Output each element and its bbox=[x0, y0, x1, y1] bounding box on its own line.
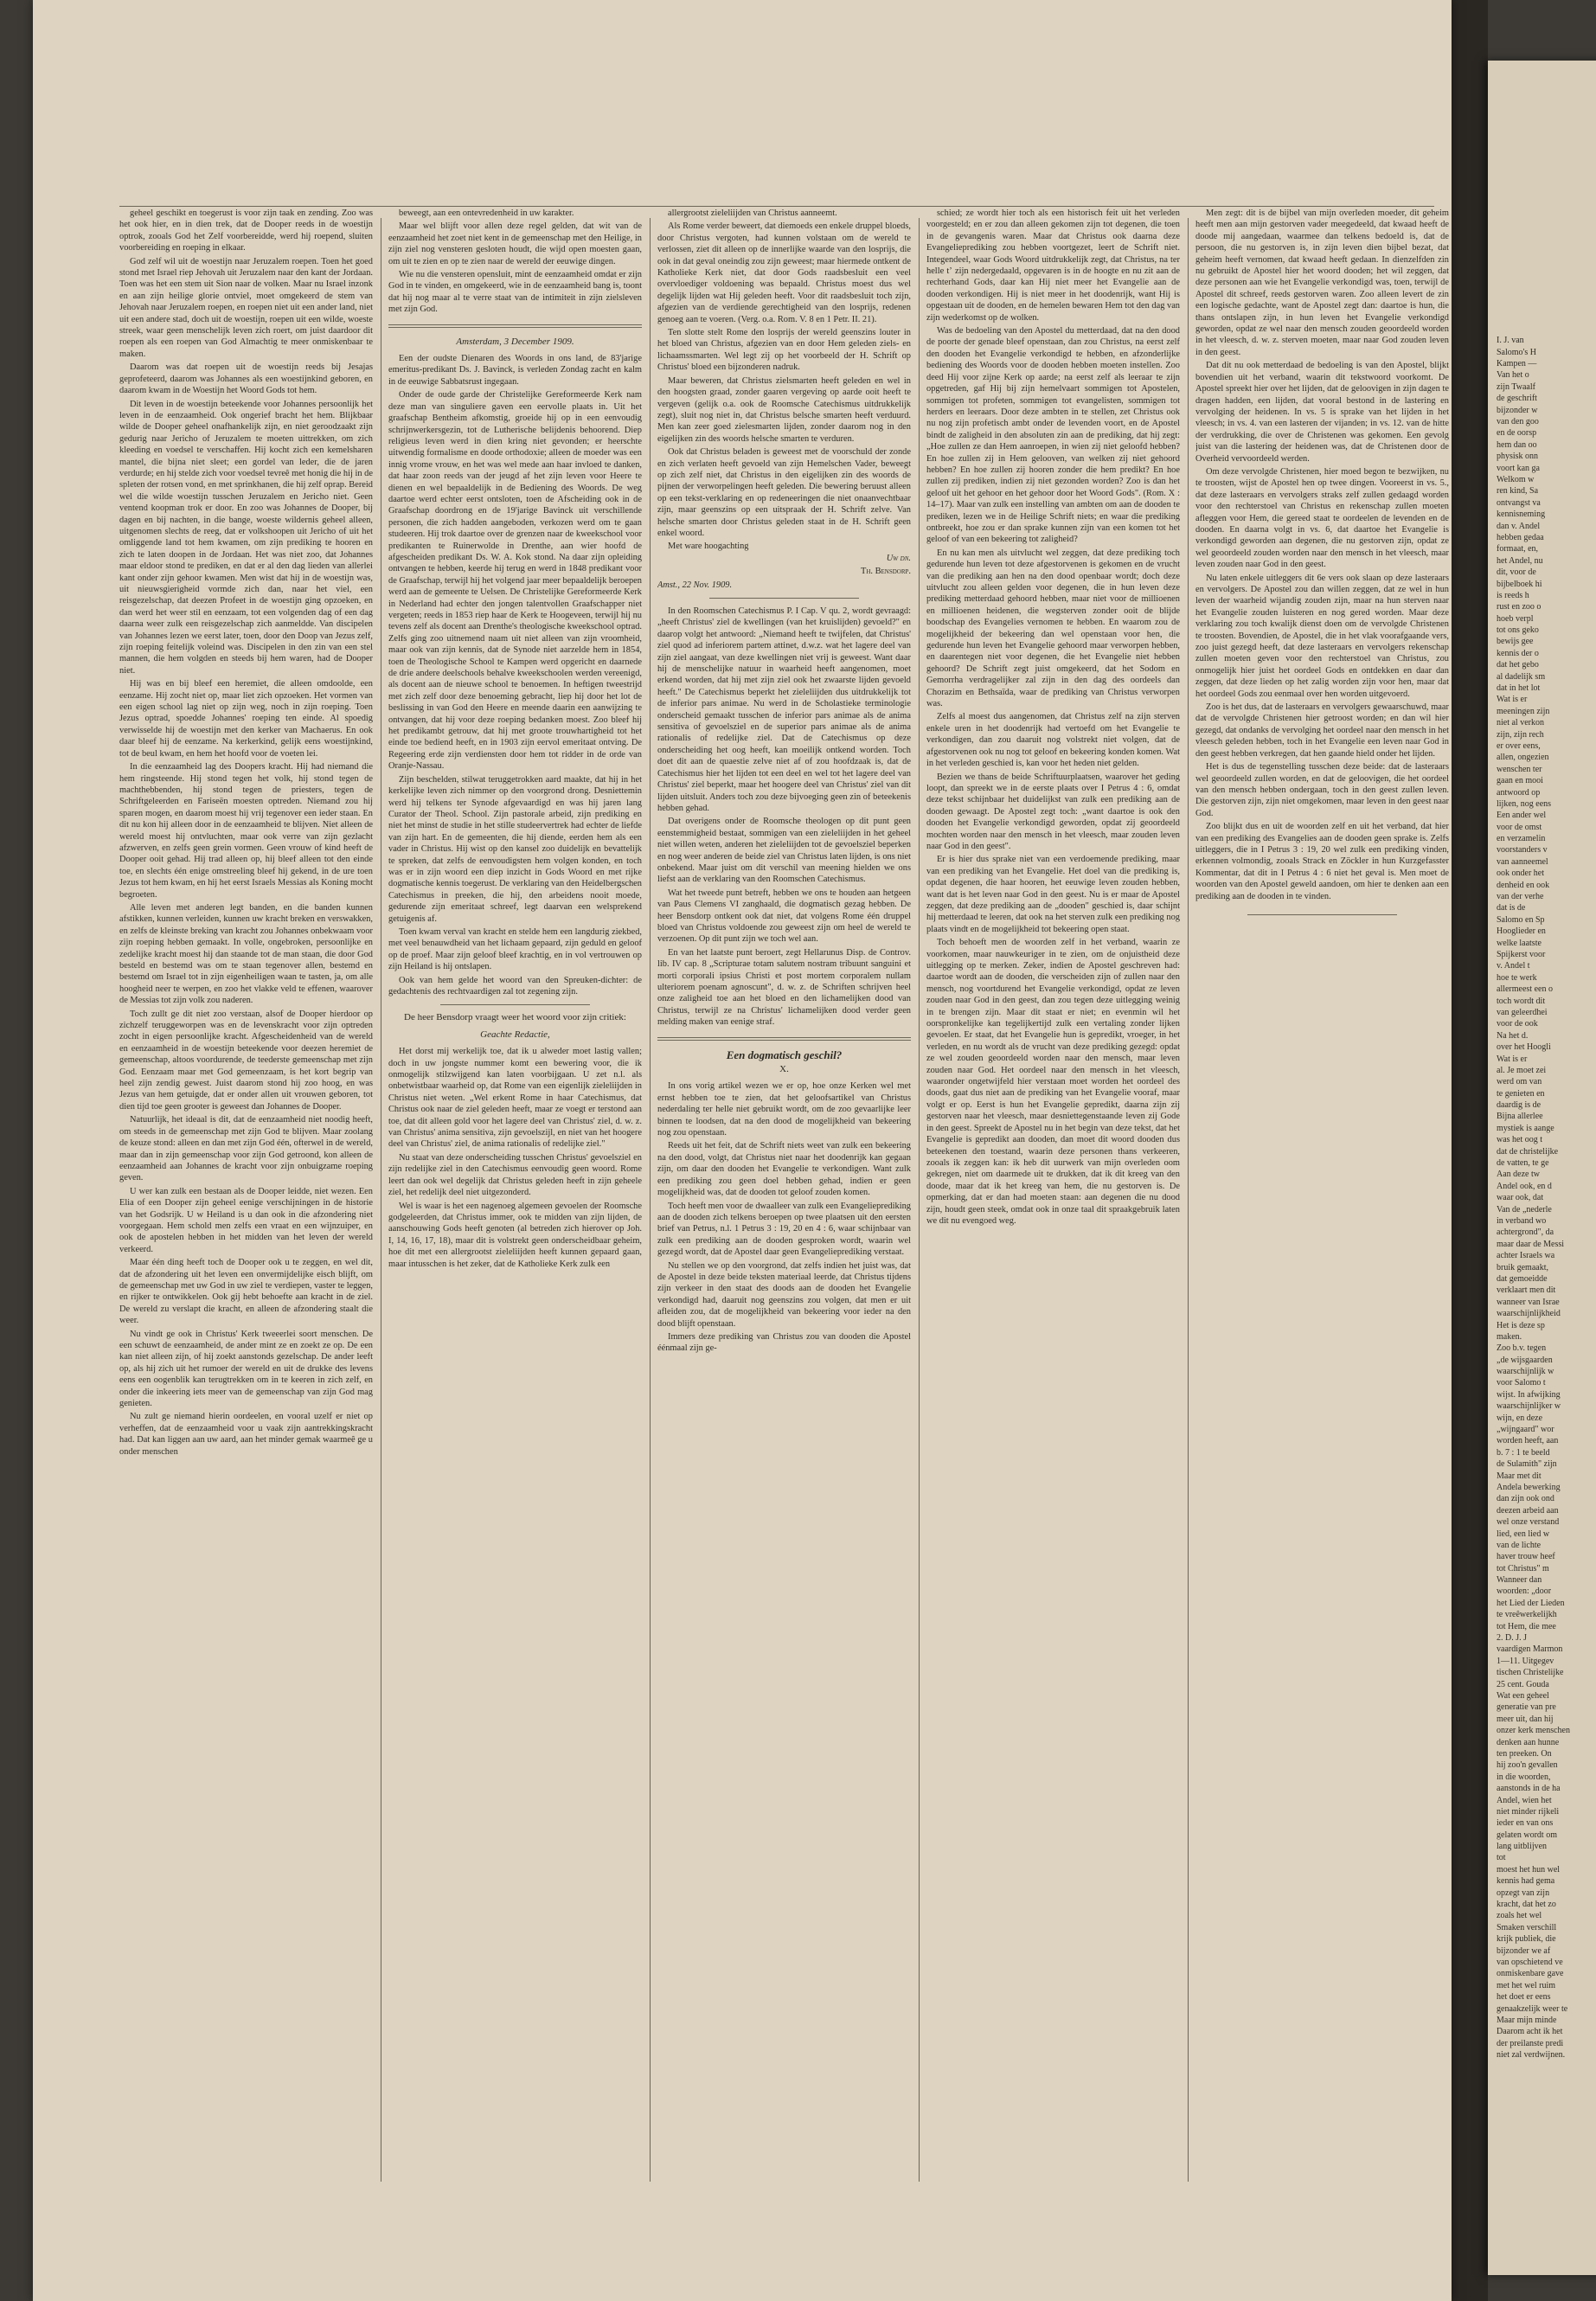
adjacent-text-line: niet al verkon bbox=[1497, 718, 1544, 728]
adjacent-text-line: physisk onn bbox=[1497, 452, 1539, 462]
paragraph: Met ware hoogachting bbox=[668, 542, 749, 552]
adjacent-text-line: deezen arbeid aan bbox=[1497, 1505, 1559, 1516]
adjacent-text-line: de Sulamith" zijn bbox=[1497, 1459, 1557, 1470]
adjacent-text-line: hoe te werk bbox=[1497, 972, 1537, 983]
adjacent-text-line: zijn, zijn rech bbox=[1497, 729, 1544, 740]
adjacent-text-line: wel onze verstand bbox=[1497, 1517, 1560, 1528]
paragraph: Men zegt: dit is de bijbel van mijn overleden moeder, dit geheim heeft men aan mijn gestorven vader meegedeeld, dat kwaad heeft de doode mij aangedaan, waarmee dan telkens bedoeld is, dat de persoon, die nu gestorven is, in zijn leven dien bijbel bezat, dat geheim heeft vernomen, dat kwaad heeft gedaan. In dienzelfden zin nu gebruikt de Apostel hier het woord dooden; het wil zeggen, dat deze personen aan wie het Evangelie verkondigd was, toen, terwijl de Apostel dit schreef, reeds gestorven waren. Zoo alleen levert de zin een logische gedachte, want de Apostel zegt dan: daartoe is hun, die thans ontslapen zijn, in hun leven het Evangelie verkondigd geworden, opdat ze wel naar den mensch zouden geoordeeld worden in het vleesch, d. w. z. sterven moeten, maar naar God zouden leven in den geest. bbox=[1195, 208, 1449, 357]
adjacent-text-line: Een ander wel bbox=[1497, 811, 1547, 821]
adjacent-text-line: 1—11. Uitgegev bbox=[1497, 1656, 1554, 1666]
adjacent-text-line: bijzonder w bbox=[1497, 405, 1538, 415]
paragraph: Toch zullt ge dit niet zoo verstaan, alsof de Dooper hierdoor op zichzelf teruggeworpen was en de levenskracht voor zijn optreden zocht in eigen persoonlijke kracht. Afgescheidenheid van de wereld en eenzaamheid in de woestijn beteekende voor deezen heremiet de gemeenschap, altoos voordurende, de teederste gemeenschap met zijn God. Eenzaam maar met God gemeenzaam, is het kort begrip van heel zijn zendig gewest. Juist daarom stond hij zoo hoog, en was Jezus van hem getuigde, dat er onder allen uit vrouwen geboren, tot dien tijd toe geen grooter is geweest dan Johannes de Dooper. bbox=[119, 1009, 373, 1112]
paragraph: Nu staat van deze onderscheiding tusschen Christus' gevoelsziel en zijn redelijke ziel in den Catechismus eenvoudig geen woord. Rome leert dan ook wel degelijk dat Christus geleden heeft in zijn geheele ziel, het redelijk deel niet uitgezonderd. bbox=[388, 1152, 642, 1198]
signature-greeting: Uw dn. bbox=[886, 553, 911, 563]
adjacent-text-line: vaardigen Marmon bbox=[1497, 1644, 1563, 1655]
adjacent-text-line: waar ook, dat bbox=[1497, 1193, 1544, 1203]
adjacent-text-line: het Lied der Lieden bbox=[1497, 1598, 1565, 1608]
adjacent-text-line: daardig is de bbox=[1497, 1100, 1542, 1111]
signature-place: Amst., 22 Nov. 1909. bbox=[657, 580, 733, 590]
adjacent-text-line: gelaten wordt om bbox=[1497, 1830, 1557, 1840]
paragraph: Natuurlijk, het ideaal is dit, dat de eenzaamheid niet noodig heeft, om steeds in de gemeenschap met zijn God te blijven. Maar zoolang de keuze stond: alleen en dan met zijn God één, ofterwel in de wereld, maar dan in zijn gemeenschap voor zijn God getroond, kon alleen de eenzaamheid aan Johannes de kracht voor zijn onbuigzame roeping geven. bbox=[119, 1115, 373, 1183]
adjacent-text-line: Andel ook, en d bbox=[1497, 1181, 1552, 1191]
adjacent-text-line: ook onder het bbox=[1497, 868, 1544, 879]
paragraph: Ten slotte stelt Rome den losprijs der wereld geenszins louter in het bloed van Christus, afgezien van en door Hem geleden ziels- en lichaamssmarten. Wel legt zij op het voorbeeld der H. Schrift op Christus' bloed een bijzonderen nadruk. bbox=[657, 328, 911, 373]
adjacent-text-line: is reeds h bbox=[1497, 590, 1529, 600]
adjacent-text-line: I. J. van bbox=[1497, 336, 1524, 346]
paragraph: Maar beweren, dat Christus zielsmarten heeft geleden en wel in den hoogsten graad, zonder gaaren vergeving op aarde ooit heeft te vergeven (gelijk o.a. ook de Roomsche Catechismus uitdrukkelijk zegt), sluit nog niet in, dat Christus belsche smarten heeft verduurd. Men kan zeer goed zielesmarten lijden, zonder daarom nog in den eigelijken zin des woords helsche smarten te verduren. bbox=[657, 375, 911, 444]
adjacent-text-line: maken. bbox=[1497, 1331, 1522, 1342]
paragraph: Nu zult ge niemand hierin oordeelen, en vooral uzelf er niet op verheffen, dat de eenzaamheid voor u vaak zijn aantrekkingskracht had. Dat kan liggen aan uw aard, aan het minder gemak waarmeê ge u onder menschen bbox=[119, 1412, 373, 1457]
adjacent-text-line: Maar met dit bbox=[1497, 1471, 1542, 1481]
adjacent-text-line: dat is de bbox=[1497, 903, 1526, 913]
adjacent-text-line bbox=[1497, 254, 1596, 266]
newspaper-page bbox=[33, 0, 1452, 2301]
adjacent-text-line: Andel, wien het bbox=[1497, 1795, 1552, 1805]
adjacent-text-line: moest het hun wel bbox=[1497, 1864, 1561, 1875]
adjacent-text-line: der preilanste predi bbox=[1497, 2038, 1564, 2048]
column-3 bbox=[657, 208, 911, 2189]
paragraph: Ook dat Christus beladen is geweest met de voorschuld der zonde en zich verlaten heeft gevoeld van zijn Hemelschen Vader, beweegt op zich zelf niet, dat Christus in den eigelijken zin des woords de pijnen der verworpelingen heeft geleden. Die bewering beruust alleen op een tekst-verklaring en op redeneeringen die niet onaanvechtbaar zijn, maar geenszins op een uitspraak der H. Schrift zelve. Van helsche smarten door Christus geleden staat in de H. Schrift geen enkel woord. bbox=[657, 447, 911, 538]
paragraph: Onder de oude garde der Christelijke Gereformeerde Kerk nam deze man van singuliere gaven een eervolle plaats in. Uit het graafschap Bentheim afkomstig, groeide hij op in een eenvoudig schrijnwerkersgezin, tot de Lutherische belijdenis behoorend. Diep religieus leven werd in dien kring niet gevonden; er heerschte uitwendig formalisme en doode orthodoxie; alleen de moeder was een innig vrome vrouw, en het was wel mede aan haar invloed te danken, dat haar zoon reeds van der jeugd af het zijn leven voor Heere te dienen en wel bepaaldelijk in de Bediening des Woords. De weg daartoe werd echter eerst ontsloten, toen de Afscheiding ook in de Graafschap doordrong en de 19'jarige Bavinck uit verschillende personen, die zich hadden aangeboden, verkozen werd om te gaan studeeren. Hij trok daartoe over de grenzen naar de kweekschool voor predikanten te Ruinerwolde in Drenthe, aan wier hoofd de afgescheiden predikant Ds. W. A. Kok stond. Na daar zijn opleiding ontvangen te hebben, keerde hij terug en werd in 1848 predikant voor de Graafschap, terwijl hij het volgend jaar meer bepaaldelijk beroepen werd aan de gemeente te Uelsen. De Christelijke Gereformeerde Kerk in Nederland had echter den jongen talentvollen Graafschapper niet vergeten; reeds in 1853 riep haar de Kerk te Hoogeveen, terwijl hij nu tevens zelf als docent aan Drenthe's theologische kweekschool optrad. Zelfs ging zoo uitnemend naam uit niet alleen van zijn vroomheid, maar ook van zijn kennis, dat de Synode niet aarzelde hem in 1854, toen de Theologische School te Kampen werd opgericht en daarnede de drie andere deelschools behalve kweekschoolen werden vereenigd, als docent aan de nieuwe school te benoemen. In heftigen tweestrijd met zich zelf door deze benoeming gebracht, liep hij door het lot de beslissing in van God den Heere en meende daarin een aanwijzing te ontvangen, dat hij voor deze roeping bedanken moest. Zoo bleef hij het predikambt getrouw, dat hij met groote trouwhartigheid tot het einde toe bediend heeft, en in 1903 zijn eervol emeritaat ontving. De Regeering erde zijn verdiensten door hem tot ridder in de orde van Oranje-Nassau. bbox=[388, 390, 642, 772]
adjacent-text-line: al dadelijk sm bbox=[1497, 671, 1546, 682]
adjacent-text-line bbox=[1497, 324, 1596, 335]
paragraph: allergrootst zieleliijden van Christus aanneemt. bbox=[668, 208, 837, 218]
adjacent-text-line: Maar mijn minde bbox=[1497, 2015, 1557, 2025]
dateline: Amsterdam, 3 December 1909. bbox=[456, 336, 574, 347]
adjacent-text-line: Aan deze tw bbox=[1497, 1170, 1540, 1180]
adjacent-text-line bbox=[1497, 242, 1596, 253]
adjacent-text-line: en verzamelin bbox=[1497, 834, 1546, 844]
adjacent-text-line: van aanneemel bbox=[1497, 856, 1548, 867]
adjacent-text-line: Salomo's H bbox=[1497, 347, 1536, 357]
adjacent-text-line: dit, voor de bbox=[1497, 567, 1536, 578]
adjacent-text-line: 25 cent. Gouda bbox=[1497, 1679, 1549, 1689]
paragraph: U wer kan zulk een bestaan als de Dooper leidde, niet wezen. Een Elia of een Dooper zijn geheel eenige verschijningen in de historie van het Godsrijk. U w Heiland is u dan ook in die afzondering niet voorgegaan. Hem schold men zelfs een vraat en een wijnzuiper, en ook de apostelen hebben in het midden van het leven der wereld verkeerd. bbox=[119, 1186, 373, 1254]
adjacent-text-line: waarschijnlijk w bbox=[1497, 1367, 1554, 1377]
adjacent-text-line: maar daar de Messi bbox=[1497, 1239, 1565, 1249]
adjacent-text-line: Van het o bbox=[1497, 370, 1529, 381]
column-rule bbox=[1188, 218, 1189, 2182]
adjacent-text-line: er over eens, bbox=[1497, 740, 1541, 751]
adjacent-text-line: kennisneming bbox=[1497, 510, 1546, 520]
adjacent-text-line: Van de „nederle bbox=[1497, 1204, 1552, 1215]
paragraph: Zoo blijkt dus en uit de woorden zelf en uit het verband, dat hier van een prediking des Evangelies aan de dooden geen sprake is. Zelfs uitleggers, die in I Petrus 3 : 19, 20 wel zulk een prediking vinden, erkennen volmondig, zooals Strack en Zöckler in hun Kurzgefasster Kommentar, dat dit in I Petrus 4 : 6 niet het geval is. Men moet de woorden van den Apostel geweld aandoen, om hier te denken aan een prediking aan de dooden in te vinden. bbox=[1195, 822, 1449, 901]
article-title: Een dogmatisch geschil? bbox=[726, 1048, 843, 1061]
adjacent-text-line: wijn, en deze bbox=[1497, 1413, 1543, 1423]
adjacent-text-line: al. Je moet zei bbox=[1497, 1065, 1547, 1075]
paragraph: In den Roomschen Catechismus P. I Cap. V qu. 2, wordt gevraagd: „heeft Christus' ziel de kwellingen (van het kruislijden) gevoeld?" en daarop volgt het antwoord: „Niemand heeft te twijfelen, dat Christus' ziel quod ad inferiorem partem attinet, d.w.z. wat het lagere deel van zijn ziel aangaat, van deze kwellingen niet vrij is geweest. Want daar hij de menschelijke natuur in waarheid heeft aangenomen, moet erkend worden, dat hij met zijn ziel ook het zwaarste lijden gevoeld heeft." De Catechismus beperkt het zieleliijden dus uitdrukkelijk tot de inferior pars animae. Nu werd in de Scholastieke terminologie onderscheid gemaakt tusschen de inferior pars animae als de anima sensitiva of gevoelsziel en de superior pars animae als de anima rationalis of redelijke ziel. Dat de Catechismus op deze onderscheiding het oog heeft, kan moeilijk ontkend worden. Toch doet dit aan de quaestie zelve niet af of zou hoofdzaak is, dat de Catechismus hier het lijden tot een deel en wel tot het lagere deel van Christus' ziel beperkt, maar het hoogere deel van Christus' ziel van dit lijden uitsluit. Anders toch zou deze bijvoeging geen zin of beteekenis hebben gehad. bbox=[657, 606, 911, 813]
adjacent-text-line: haver trouw heef bbox=[1497, 1552, 1555, 1562]
paragraph: In die eenzaamheid lag des Doopers kracht. Hij had niemand die hem ringsteende. Hij stond tegen het volk, hij stond tegen de machthebbenden, hij stond tegen de priesters, tegen de Schriftgeleerden en Fariseën moesten optreden. Niemand zou hij sparen mogen, en daarom moest hij vrij tegenover een ieder staan. En dit nu kon hij alleen door in de eenzaamheid te blijven. Niet alleen de wereld moest hij ontvluchten, maar ook verre van zijn gezlacht afzwerven, en zelfs geen grein vormen. Geen vrouw of kind heeft de Dooper ooit gehad. Hij trad alleen op, hij bleef alleen tot den einde toe, en slechts één enige omstreeling bleef hij gekend, in de ure toen Jezus tot hem kwam, en hij het eerst Israels Messias als Koning mocht begroeten. bbox=[119, 762, 373, 900]
column-4 bbox=[926, 208, 1180, 2189]
column-rule bbox=[650, 218, 651, 2182]
paragraph: God zelf wil uit de woestijn naar Jeruzalem roepen. Toen het goed stond met Israel riep Jehovah uit Jeruzalem naar den kant der Jordaan. Toen was het een stem uit Sion naar de volken. Maar nu Israel inzonk en aan zijn heilige glorie ontviel, moet omgekeerd de stem van Jehovah naar Jeruzalem roepen, en roepen niet uit een ander land, niet uit een andere stad, doch uit de woestijn, roepen uit een wilde, woeste streek, waar geen menschelijk leven zich roert, om juist daardoor dit roepen als een roepen van God Almachtig te meer onmiskenbaar te maken. bbox=[119, 256, 373, 359]
adjacent-text-line: niet zal verdwijnen. bbox=[1497, 2050, 1566, 2061]
paragraph: Dit leven in de woestijn beteekende voor Johannes persoonlijk het leven in de eenzaamheid. Ook ongerief bracht het hem. Blijkbaar wilde de Dooper geheel onafhankelijk zijn, en niet geroodzaakt zijn gedurig naar Jericho of Jeruzalem te moeten uittrekken, om zich kleeding en voedsel te verschaffen. Hij kocht zich een kemelsharen mantel, die bijna niet sleet; een gordel van leder, die de jaren verdurde; en hij stelde zich voor voedsel tevreê met honig die hij in de spleten der rotsen vond, en met sprinkhanen, die hij zelf oprap. Bereid wel die wilde woestijn tusschen Jeruzalem en Jericho niet. Geen ventend koopman trok er door. En zoo was Johannes de Dooper, bij dagen en bij nachten, in die bange, woeste wildernis geheel alleen, uitgenomen slechts de reeg, dat er volkshoopen uit Jericho of uit het omliggende land tot hem kwamen, om zijn prediking te hooren en zich te laten doopen in de Jordaan. Het was niet zoo, dat Johannes maar eldoor stond te prediken, en dat er al den dag lieden van allerlei kant onder zijn gehoor kwamen. Men wist dat hij in de woestijn was, uit nieuwsgierigheid vormde zich dan, naar het viel, een reisgezelschap, dat deezen Profeet in de woestijn ging opzoeken, en dan werd het weer stil en eenzaam, tot een volgenden dag of een dag daarna weer zulk een reisgezelschap zich aanmeldde. Van discipelen van Johannes lezen we eerst later, toen, door den Doop van Jezus zelf, zijn roeping feitelijk voleind was. Discipelen in den zin van een stel mannen, die hem volgden en steeds bij hem waren, had de Dooper niet. bbox=[119, 399, 373, 676]
adjacent-text-line: tot ons geko bbox=[1497, 625, 1539, 636]
adjacent-text-line: aanstonds in de ha bbox=[1497, 1784, 1561, 1794]
paragraph: En nu kan men als uitvlucht wel zeggen, dat deze prediking toch gedurende hun leven tot deze afgestorvenen is gekomen en de vrucht van die prediking aan hen na den dood openbaar wordt; doch deze uitvlucht zou alleen gelden voor degenen, die in hun leven deze prediking metterdaad gehoord hebben, maar niet voor de millioenen en millioenen heidenen, die wegsterven zonder ooit de blijde boodschap des Evangelies vernomen te hebben. En waarom zou de mogelijkheid der bekeering dan wel openstaan voor hen, die gedurende hun leven het Evangelie gehoord maar verworpen hebben, en daarentegen niet voor degenen, die het Evangelie niet hebben gehoord? De Schrift zegt juist omgekeerd, dat het Sodom en Gemorrha verdragelijker zal zijn in den dag des oordeels dan Chorazim en Bethsaïda, waar de prediking van Christus verworpen was. bbox=[926, 548, 1180, 709]
adjacent-text-line: v. Andel t bbox=[1497, 961, 1530, 971]
adjacent-text-line: dat in het lot bbox=[1497, 683, 1541, 694]
adjacent-text-line: worden heeft, aan bbox=[1497, 1436, 1559, 1446]
paragraph: Dat dit nu ook metterdaad de bedoeling is van den Apostel, blijkt bovendien uit het verband, waarin dit tekstwoord voorkomt. De Apostel spreekt hier over het lijden, dat de geloovigen in zijn dagen te dragen hadden, een lijden, dat vooral bestond in de lastering en vervolging der heidenen. In vs. 5 is sprake van het lijden in het vleesch; in vs. 4. van een lasteren der vijanden; in vs. 12. van de hitte der verdrukking, die over de Christenen was gekomen. Een gevolg juist van die lastering der heidenen was, dat de Christenen door de Overheid vervoordeeld werden. bbox=[1195, 361, 1449, 464]
adjacent-text-line: zoals het wel bbox=[1497, 1911, 1542, 1921]
article-number: X. bbox=[779, 1064, 789, 1075]
adjacent-text-line: van de lichte bbox=[1497, 1540, 1542, 1550]
adjacent-text-line: werd om van bbox=[1497, 1077, 1542, 1087]
adjacent-text-line: waarschijnlijkheid bbox=[1497, 1309, 1561, 1319]
adjacent-text-line: dan zijn ook ond bbox=[1497, 1494, 1554, 1504]
adjacent-text-line: tischen Christelijke bbox=[1497, 1668, 1564, 1678]
paragraph: Dat overigens onder de Roomsche theologen op dit punt geen eenstemmigheid bestaat, sommigen van een zieleliijden in het geheel niet willen weten, anderen het zieleliijden tot de gevoelsziel beperken en nog weer anderen de beide ziel van Christus laten lijden, is ons niet onbekend. Maar juist om dit verschil van meening hielden we ons liefst aan de verklaring van den Roomschen Catechismus. bbox=[657, 817, 911, 885]
adjacent-text-line: was het oog t bbox=[1497, 1135, 1543, 1145]
adjacent-text-line: allen, ongezien bbox=[1497, 753, 1549, 763]
paragraph: Nu stellen we op den voorgrond, dat zelfs indien het juist was, dat de Apostel in deze beide teksten materiaal leerde, dat Christus tijdens zijn verkeer in den staat des doods aan de dooden het Evangelie verkondigd had, daaruit nog geenszins zou volgen, dat men er uit afleiden zou, dat de mogelijkheid van bekeering voor ieder na den dood blijft openstaan. bbox=[657, 1260, 911, 1329]
adjacent-text-line: tot bbox=[1497, 1853, 1506, 1863]
adjacent-text-line: Welkom w bbox=[1497, 474, 1535, 484]
paragraph: Wel is waar is het een nagenoeg algemeen gevoelen der Roomsche godgeleerden, dat Christus immer, ook te midden van zijn lijden, de aanschouwing Gods heeft genoten (al betreden zich hierover op Joh. I, 14, 16, 17, 18), maar dit is volstrekt geen onderscheidbaar geheim, hoe dit met een allergrootst zieleliijden heeft kunnen gepaard gaan, maar intusschen is het zeker, dat de Katholieke Kerk zulk een bbox=[388, 1201, 642, 1269]
adjacent-text-line: Daarom acht ik het bbox=[1497, 2027, 1563, 2037]
adjacent-text-line: dat gemoeidde bbox=[1497, 1273, 1548, 1284]
paragraph: Er is hier dus sprake niet van een verdoemende prediking, maar van een prediking van het Evangelie. Het doel van die prediking is, opdat degenen, die haar hooren, het eeuwige leven zouden hebben, want dat is het leven naar God in den geest. Nu is er maar de Apostel zeggen, dat deze prediking aan de „dooden" geschied is, daar schijnt hij metterdaad te leeren, dat ook na het sterven zulk een prediking nog plaats vindt en de mogelijkheid tot bekeering open staat. bbox=[926, 855, 1180, 934]
adjacent-text-line bbox=[1497, 300, 1596, 311]
adjacent-text-line: kracht, dat het zo bbox=[1497, 1900, 1556, 1910]
section-divider bbox=[388, 324, 642, 328]
adjacent-text-line: krijk publiek, die bbox=[1497, 1934, 1556, 1945]
section-divider bbox=[657, 1037, 911, 1041]
adjacent-text-line: allermeest een o bbox=[1497, 984, 1553, 995]
adjacent-text-line: lied, een lied w bbox=[1497, 1529, 1550, 1539]
adjacent-text-line: voor de omst bbox=[1497, 822, 1542, 832]
adjacent-page-column bbox=[1497, 208, 1596, 2197]
adjacent-text-line: en de oorsp bbox=[1497, 428, 1537, 439]
paragraph: Daarom was dat roepen uit de woestijn reeds bij Jesajas geprofeteerd, daarom was Johannes als een woestijnkind geboren, en daarom kwam in de Woestijn het Woord Gods tot hem. bbox=[119, 362, 373, 396]
adjacent-text-line: generatie van pre bbox=[1497, 1702, 1556, 1713]
paragraph: Wie nu die vensteren opensluit, mint de eenzaamheid omdat er zijn God in te vinden, en omgekeerd, wie in de eenzaamheid bang is, toont dat hij nog maar al te verre staat van de intimiteit in zijn zielsleven met zijn God. bbox=[388, 270, 642, 315]
adjacent-text-line: in verband wo bbox=[1497, 1215, 1547, 1226]
paragraph: Hij was en bij bleef een heremiet, die alleen omdoolde, een eenzame. Hij zocht niet op, maar liet zich opzoeken. Het vormen van een eigen school lag niet op zijn weg, noch in zijn roeping. Toen Jezus optrad, spoedde Johannes' roeping ten einde. Al spoedig verwisselde hij de woestijn met den kerker van Machaerus. En ook daar bleef hij de eenzame. Na kerkerkind, gelijk eens woestijnkind, tot de beul kwam, en hem het hoofd voor de voeten lei. bbox=[119, 679, 373, 759]
adjacent-text-line: van opschietend ve bbox=[1497, 1957, 1563, 1967]
paragraph: In ons vorig artikel wezen we er op, hoe onze Kerken wel met ernst hebben toe te zien, dat het geloofsartikel van Christus nederdaling ter helle niet gebruikt wordt, om de zoo gevaarlijke leer binnen te loodsen, dat na den dood de mogelijkheid van bekeering nog zou openstaan. bbox=[657, 1081, 911, 1138]
paragraph: Toen kwam verval van kracht en stelde hem een langdurig ziekbed, met veel benauwdheid van het lichaam gepaard, zijn geduld en geloof op de proef. Maar zijn geloof bleef krachtig, en in vol vertrouwen op zijn Heiland is hij ontslapen. bbox=[388, 926, 642, 972]
adjacent-text-line: mystiek is aange bbox=[1497, 1123, 1554, 1133]
adjacent-text-line: meer uit, dan hij bbox=[1497, 1714, 1554, 1724]
adjacent-text-line: de geschrift bbox=[1497, 394, 1537, 404]
adjacent-text-line bbox=[1497, 277, 1596, 288]
paragraph: Het is dus de tegenstelling tusschen deze beide: dat de lasteraars wel geoordeeld zullen worden, en dat de geloovigen, die het oordeel van den mensch hebben ondergaan, toch in den geest zullen leven. Die gestorven zijn, zijn niet omgekomen, maar leven in den geest naar God. bbox=[1195, 762, 1449, 818]
adjacent-text-line: kennis der o bbox=[1497, 648, 1539, 658]
adjacent-text-line: lang uitblijven bbox=[1497, 1842, 1548, 1852]
adjacent-text-line: ren kind, Sa bbox=[1497, 486, 1539, 497]
column-2 bbox=[388, 208, 642, 2189]
adjacent-text-line: ontvangst va bbox=[1497, 497, 1541, 508]
adjacent-text-line: voor de ook bbox=[1497, 1019, 1538, 1029]
adjacent-text-line: achter Israels wa bbox=[1497, 1251, 1555, 1261]
adjacent-text-line: voor Salomo t bbox=[1497, 1378, 1546, 1388]
paragraph: geheel geschikt en toegerust is voor zijn taak en zending. Zoo was het ook hier, en in dien trek, dat de Dooper reeds in de woestijn optrok, zooals God het Zelf voorbereidde, werd hij roepend, sluiten voorbereiding en roeping in elkaar. bbox=[119, 208, 373, 253]
adjacent-text-line: Wanneer dan bbox=[1497, 1575, 1542, 1586]
adjacent-text-line: van der verhe bbox=[1497, 892, 1544, 902]
adjacent-text-line: „wijngaard" wor bbox=[1497, 1425, 1554, 1435]
adjacent-text-line: toch wordt dit bbox=[1497, 996, 1546, 1006]
binding-gap bbox=[1452, 0, 1488, 2301]
adjacent-text-line: genaakzelijk weer te bbox=[1497, 2003, 1568, 2014]
end-ornament bbox=[1247, 914, 1397, 915]
adjacent-text-line: Spijkerst voor bbox=[1497, 950, 1546, 959]
paragraph: Nu vindt ge ook in Christus' Kerk tweeerlei soort menschen. De een schuwt de eenzaamheid, de ander mint ze en zoekt ze op. De een kan niet alleen zijn, of hij zoekt aanstonds gezelschap. De ander leeft op, als hij zich uit het rumoer der wereld en uit de drukke des levens eens een oogenblik kan terugtrekken om in te keeren in zich zelf, en onder die inkeering iets meer van de gemeenschap van zijn God mag genieten. bbox=[119, 1329, 373, 1409]
adjacent-text-line bbox=[1497, 289, 1596, 300]
adjacent-text-line: hij zoo'n gevallen bbox=[1497, 1760, 1558, 1771]
adjacent-text-line bbox=[1497, 231, 1596, 242]
paragraph: Maar wel blijft voor allen deze regel gelden, dat wit van de eenzaamheid het zoet niet kent in de gemeenschap met den Heilige, in zijn ziel nog vensteren gesloten houdt, die wijd open moesten gaan, om uit te zien en op te zien naar de wereld der eeuwige dingen. bbox=[388, 221, 642, 266]
paragraph: Reeds uit het feit, dat de Schrift niets weet van zulk een bekeering na den dood, volgt, dat Christus niet naar het doodenrijk kan gegaan zijn, om daar den dooden het Evangelie te verkondigen. Want zulk een prediking zou geen doel hebben gehad, indien er geen mogelijkheid was, dat de dooden tot geloof zouden komen. bbox=[657, 1141, 911, 1198]
adjacent-text-line: dat het gebo bbox=[1497, 660, 1539, 670]
adjacent-text-line: van den goo bbox=[1497, 417, 1539, 427]
adjacent-text-line: bewijs gee bbox=[1497, 637, 1534, 647]
adjacent-text-line: „de wijsgaarden bbox=[1497, 1355, 1553, 1365]
adjacent-text-line: hebben gedaa bbox=[1497, 532, 1544, 542]
adjacent-text-line: denken aan hunne bbox=[1497, 1737, 1560, 1747]
top-rule bbox=[119, 206, 1434, 207]
adjacent-text-line: Salomo en Sp bbox=[1497, 914, 1545, 925]
paragraph: Om deze vervolgde Christenen, hier moed begon te bezwijken, nu te troosten, wijst de Apostel hen op twee dingen. Vooreerst in vs. 5., dat deze lasteraars en vervolgers straks zelf zullen gedaagd worden voor den rechterstoel van Christus en rekenschap zullen moeten afleggen voor Hem, die gereed staat te oordeelen de levenden en de dooden. En daarna volgt in vs. 6, dat daartoe het Evangelie is verkondigd geworden aan degenen, die nu gestorven zijn, opdat ze wel geoordeeld zouden worden naar den mensch in het vleesch, maar leven zouden naar God in den geest. bbox=[1195, 466, 1449, 570]
paragraph: Toch heeft men voor de dwaalleer van zulk een Evangelieprediking aan de dooden zich telkens beroepen op twee plaatsen uit den eersten brief van Petrus, n.l. 1 Petrus 3 : 19, 20 en 4 : 6, waar schijnbaar van zulk een prediking aan de dooden gesproken wordt, waarin wel gezegd wordt, dat de Apostel daar geen Evangelieprediking verstaat. bbox=[657, 1201, 911, 1258]
letter-salutation: Geachte Redactie, bbox=[480, 1029, 550, 1040]
adjacent-text-line: ieder en van ons bbox=[1497, 1818, 1554, 1829]
paragraph: Ook van hem gelde het woord van den Spreuken-dichter: de gedachtenis des rechtvaardigen zal tot zegening zijn. bbox=[388, 975, 642, 997]
adjacent-text-line: wenschen ter bbox=[1497, 764, 1542, 774]
letter-intro: De heer Bensdorp vraagt weer het woord voor zijn critiek: bbox=[404, 1012, 626, 1023]
adjacent-text-line: antwoord op bbox=[1497, 787, 1541, 798]
adjacent-text-line: meeningen zijn bbox=[1497, 706, 1550, 716]
divider bbox=[440, 1004, 590, 1005]
adjacent-text-line: niet minder rijkeli bbox=[1497, 1806, 1560, 1817]
adjacent-text-line: Hooglieder en bbox=[1497, 926, 1546, 937]
adjacent-text-line: tot Hem, die mee bbox=[1497, 1621, 1556, 1631]
paragraph: Zijn beschelden, stilwat teruggetrokken aard maakte, dat hij in het kerkelijke leven zich nimmer op den voorgrond drong. Desniettemin werd hij telkens ter Synode afgevaardigd en was hij jaren lang Curator der Theol. School. Zijn pastorale arbeid, zijn prediking en niet het minst de studie in het stille studeervertrek had echter de liefde van zijn hart. En de gemeenten, die hij diende, eerden hem als een vader in Christus. Hij wist op den kansel zoo duidelijk en bevattelijk te spreken, dat zelfs de eenvoudigsten hem volgen konden, en toch was er in zijn woord een diep inzicht in Gods Woord en met rijke dogmatische kennis toegerust. De verklaring van den Heidelbergschen Catechismus in preeken, die hij, den arbeidens nooit moede, gedurende zijn emeritaat schreef, legt daarvan een welsprekend getuigenis af. bbox=[388, 774, 642, 924]
adjacent-text-line: dan v. Andel bbox=[1497, 521, 1541, 531]
adjacent-text-line: achtergrond", da bbox=[1497, 1227, 1554, 1238]
adjacent-text-line: opzegt van zijn bbox=[1497, 1888, 1550, 1898]
adjacent-text-line: formaat, en, bbox=[1497, 544, 1539, 554]
adjacent-text-line: Kampen — bbox=[1497, 359, 1537, 369]
adjacent-text-line: gaan en mooi bbox=[1497, 776, 1543, 786]
adjacent-text-line: hoeb verpl bbox=[1497, 613, 1534, 624]
adjacent-text-line: welke laatste bbox=[1497, 938, 1542, 948]
adjacent-text-line: denheid en ook bbox=[1497, 880, 1550, 890]
adjacent-text-line: het doet er eens bbox=[1497, 1992, 1551, 2003]
adjacent-text-line: Het is deze sp bbox=[1497, 1320, 1545, 1330]
adjacent-text-line: bruik gemaakt, bbox=[1497, 1262, 1548, 1272]
adjacent-text-line bbox=[1497, 219, 1596, 230]
paragraph: Immers deze prediking van Christus zou van dooden die Apostel éénmaal zijn ge- bbox=[657, 1331, 911, 1354]
adjacent-text-line: onzer kerk menschen bbox=[1497, 1726, 1570, 1736]
adjacent-text-line: te vreêwerkelijkh bbox=[1497, 1610, 1557, 1620]
column-1 bbox=[119, 208, 373, 2189]
adjacent-text-line: tot Christus" m bbox=[1497, 1563, 1549, 1574]
paragraph: Een der oudste Dienaren des Woords in ons land, de 83'jarige emeritus-predikant Ds. J. Bavinck, is verleden Zondag zacht en kalm in de eeuwige Sabbatsrust ingegaan. bbox=[388, 354, 642, 387]
paragraph: Alle leven met anderen legt banden, en die banden kunnen afstikken, kunnen verleiden, kunnen uw kracht breken en verswakken, en zelfs de kleinste breking van kracht zou Johannes onbekwaam voor zijn roeping hebben gemaakt. In volle, ongebroken, persoonlijke en zedelijke kracht moest hij dan staande tot de man staan, die door God besteld en bestemd was om te staan tegenover allen, bestemd en bestemd om Israel tot in zijn eigenheiligen waan te tasten, ja, om alle hoogheid neer te werpen, en zoo het vlakke veld te effenen, waarover de Messias tot zijn volk zou naderen. bbox=[119, 902, 373, 1006]
adjacent-text-line: wijst. In afwijking bbox=[1497, 1389, 1561, 1400]
adjacent-text-line: bijzonder we af bbox=[1497, 1945, 1551, 1956]
signature-name: Th. Bensdorp. bbox=[860, 567, 911, 577]
adjacent-text-line: b. 7 : 1 te beeld bbox=[1497, 1447, 1550, 1458]
adjacent-text-line: over het Hoogli bbox=[1497, 1042, 1551, 1053]
column-5 bbox=[1195, 208, 1449, 2189]
adjacent-text-line: Bijna allerlee bbox=[1497, 1112, 1543, 1122]
adjacent-text-line: Wat is er bbox=[1497, 695, 1528, 705]
adjacent-text-line bbox=[1497, 266, 1596, 277]
adjacent-text-line: hem dan oo bbox=[1497, 439, 1537, 450]
adjacent-text-line: zijn Twaalf bbox=[1497, 381, 1535, 392]
adjacent-text-line: van geleerdhei bbox=[1497, 1007, 1548, 1017]
paragraph: Als Rome verder beweert, dat diemoeds een enkele druppel bloeds, door Christus vergoten, had kunnen volstaan om de wereld te verlossen, ziet dit alleen op de innerlijke waarde van den losprijs, die ook in dat geval oneindig zou zijn geweest; maar hiermede ontkent de Katholieke Kerk niet, dat door Gods raadsbesluit een veel overvloediger voldoening was bepaald. Christus moest dus wel degelijk lijden wat Hij geleden heeft. Voor dit raadsbesluit toch zijn, afgezien van de verdiende gerechtigheid van den losprijs, redenen genoeg aan te voeren. (Verg. o.a. Rom. V. 8 en 1 Petr. II. 21). bbox=[657, 221, 911, 324]
paragraph: Zelfs al moest dus aangenomen, dat Christus zelf na zijn sterven enkele uren in het doodenrijk had vertoefd om het Evangelie te verkondigen, dan zou daaruit nog volstrekt niet volgen, dat de afgestorvenen ook nu nog tot geloof en bekeering konden komen. Wat in het verleden geschied is, kan voor het heden niet gelden. bbox=[926, 712, 1180, 769]
adjacent-text-line: onmiskenbare gave bbox=[1497, 1969, 1564, 1979]
adjacent-text-line: de vatten, te ge bbox=[1497, 1158, 1549, 1169]
column-rule bbox=[919, 218, 920, 2182]
adjacent-text-line: ten preeken. On bbox=[1497, 1748, 1552, 1759]
adjacent-text-line: wanneer van Israe bbox=[1497, 1297, 1560, 1307]
adjacent-text-line: Zoo b.v. tegen bbox=[1497, 1343, 1547, 1354]
adjacent-text-line: bijbelboek hi bbox=[1497, 579, 1542, 589]
paragraph: Toch behoeft men de woorden zelf in het verband, waarin ze voorkomen, maar nauwkeuriger in te zien, om de onjuistheid deze uitlegging op te merken. Zeker, indien de Apostel geschreven had: daartoe wordt aan de dooden, die verscheiden zijn of zullen naar den mensch, nog voortdurend het Evangelie verkondigd, opdat ze leven zouden naar God in den geest, dan zou tegen deze uitlegging weinig in te brengen zijn. Maar dit staat er niet; en evenmin wil het oorspronkelijke kan tegelijkertijd zulk een vertaling zonder lijken gevoelen. Er staat, dat het Evangelie hun is gepredikt, vroeger, in het verleden, en nu wordt als de vrucht van deze prediking gezegd: opdat ze wel zouden geoordeeld worden naar den mensch, maar leven zouden naar God. Het oordeel naar den mensch in het vleesch, waaronder ongetwijfeld hier verstaan moet worden het oordeel des doods, gaat dus niet aan de prediking van het Evangelie vooraf, maar volgt er op. Eerst is hun het Evangelie gepredikt, daarna zijn zij gestorven naar het vleesch, maar desniettegenstaande leven zij Gode in den geest. Spreekt de Apostel nu in het begin van deze tekst, dat het Evangelie is gepredikt aan dooden, dan moet dit woord dooden dus beteekenen den toestand, waarin deze personen thans verkeeren, zooals ik zeggen kan: ik heb dit uurwerk van mijn overleden oom gekregen, niet om daarmede uit te drukken, dat ik dit kreeg van den doode, maar dat ik het kreeg van hem, die nu gestorven is. De opmerking, dat er dan had moeten staan: aan degenen die nu dood zijn, houdt geen steek, omdat ook in onze taal dit spraakgebruik laten we dit nu evengoed weg. bbox=[926, 938, 1180, 1226]
adjacent-text-line: Wat een geheel bbox=[1497, 1691, 1549, 1701]
adjacent-text-line: verklaart men dit bbox=[1497, 1285, 1556, 1296]
adjacent-page-edge bbox=[1488, 61, 1596, 2275]
adjacent-text-line: woorden: „door bbox=[1497, 1586, 1552, 1597]
adjacent-text-line: met het wel ruim bbox=[1497, 1980, 1556, 1990]
adjacent-text-line bbox=[1497, 208, 1596, 219]
paragraph: Bezien we thans de beide Schriftuurplaatsen, waarover het geding loopt, dan spreekt we in de eerste plaats over I Petrus 4 : 6, omdat deze tekst schijnbaar het duidelijkst van zulk een prediking aan de dooden gewaagt. De Apostel zegt toch: „want daartoe is ook den dooden het Evangelie verkondigd geworden, opdat zij geoordeeld mochten worden naar den mensch in het vleesch, maar zouden leven naar God in den geest". bbox=[926, 772, 1180, 851]
paragraph: schied; ze wordt hier toch als een historisch feit uit het verleden voorgesteld; en er zou dan alleen gekomen zijn tot degenen, die toen in de gevangenis waren. Maar dat Christus ook daarna deze Evangelieprediking zou hebben voortgezet, leert de Schrift niet. Integendeel, waar Gods Woord uitdrukkelijk zegt, dat Christus, na ter helle tʼ zijn nedergedaald, opgevaren is in de hoogte en nu zit aan de rechterhand Gods, daar kan Hij niet meer het Evangelie aan de dooden verkondigen. Hij is niet meer in het doodenrijk, want Hij is opgestaan uit de dooden, en de hemelen bewaren Hem tot den dag van zijn wederkomst op de wolken. bbox=[926, 208, 1180, 323]
adjacent-text-line: 2. D. J. J bbox=[1497, 1633, 1528, 1644]
adjacent-text-line: lijken, nog eens bbox=[1497, 798, 1552, 809]
paragraph: Zoo is het dus, dat de lasteraars en vervolgers gewaarschuwd, maar dat de vervolgde Christenen hier getroost worden; en dan wil hier gezegd, dat ondanks de vervolging het oordeel naar den mensch in het vleesch geleden hebben, toch in het Evangelie een leven naar God in den geest hebben verkregen, dat hen gaande hield onder het lijden. bbox=[1195, 702, 1449, 759]
adjacent-text-line: waarschijnlijker w bbox=[1497, 1401, 1561, 1412]
paragraph: Wat het tweede punt betreft, hebben we ons te houden aan hetgeen van Paus Clemens VI zanghaald, die dogmatisch gezag hebben. De heer Bensdorp ontkent ook dat niet, dat volgens Rome één druppel bloed van Christus voldoende zou geweest zijn om heel de wereld te verzoenen. Op dit punt zijn we toch wel aan. bbox=[657, 888, 911, 945]
paragraph: Was de bedoeling van den Apostel du metterdaad, dat na den dood de poorte der genade bleef openstaan, dan zou Christus, na eerst zelf den dooden het Evangelie verkondigd te hebben, en afzonderlijke bediening des Woords voor de dooden hebben moeten instellen. Zoo deed Hij voor zijne Kerk op aarde; na eerst zelf als leeraar te zijn opgetreden, gaf Hij bij zijn hemelvaart sommigen tot Apostelen, sommigen tot profeten, sommigen tot evangelisten, sommigen tot herders en leeraars. Door deze ambten in te stellen, zet Christus ook nu nog zijn profetisch ambt onder de levenden voort, en de Apostel bindt de zaligheid in den absoluten zin aan de prediking, dat hij zegt: „Hoe zullen ze dan Hem aanroepen, in wien zij niet geloofd hebben? En hoe zullen zij in Hem gelooven, van welken zij niet gehoord hebben? En hoe zullen zij hooren zonder die hem predikt? En hoe zullen zij prediken, indien zij niet gezonden worden? Zoo is dan het geloof uit het gehoor en het gehoor door het Woord Gods". (Rom. X : 14–17). Maar van zulk een instelling van ambten om aan de dooden te prediken, lezen we in de Heilige Schrift niets; en waar die prediking ontbreekt, hoe zou er dan sprake kunnen zijn van een komen tot het geloof of van een bekeering tot zaligheid? bbox=[926, 326, 1180, 545]
adjacent-text-line: dat de christelijke bbox=[1497, 1146, 1559, 1157]
adjacent-text-line: Andela bewerking bbox=[1497, 1482, 1561, 1492]
adjacent-text-line: voorstanders v bbox=[1497, 845, 1548, 856]
adjacent-text-line: Wat is er bbox=[1497, 1054, 1528, 1064]
paragraph: Het dorst mij werkelijk toe, dat ik u alweder moet lastig vallen; doch in uw jongste nummer komt een bewering voor, die ik onmogelijk stilzwijgend kan laten voorbijgaan. U zet n.l. als onbetwistbaar waarheid op, dat Rome van een eigenlijk zieleliijden in Christus niet weten. „Wel erkent Rome in haar Catechismus, dat Christus ook naar de ziel geleden heeft, maar ze voegt er terstond aan toe, dat dit alleen gold voor het lagere deel van Christus' ziel, d. w. z. van Christus' anima sensitiva, zijn gevoelszijl, en niet van het hoogere deel van Christus' ziel, de anima rationalis of redelijke ziel." bbox=[388, 1047, 642, 1150]
adjacent-text-line: te genieten en bbox=[1497, 1088, 1545, 1099]
adjacent-text-line: Smaken verschill bbox=[1497, 1922, 1557, 1932]
adjacent-text-line: het Andel, nu bbox=[1497, 555, 1543, 566]
divider bbox=[709, 598, 859, 599]
paragraph: Nu laten enkele uitleggers dit 6e vers ook slaan op deze lasteraars en vervolgers. De Apostel zou dan willen zeggen, dat ze wel in hun leven der waarheid wijandig zouden zijn, maar na hun sterven naar het Evangelie zouden luisteren en nog gered worden. Maar deze verklaring zou toch kwalijk dienst doen om de vervolgde Christenen te troosten. Bovendien, de Apostel, die in het vlak voorafgaande vers, zoo juist gezegd heeft, dat deze lasteraars en vervolgers rekenschap zullen moeten geven voor den rechterstoel van Christus, zou onmogelijk hier juist het oordeel Gods en ontdekken en daar dan zeggen, dat deze lieden op het zalig worden zijn voor hen, maar dat het oordeel Gods zou eenmaal over hen worden uitgevoerd. bbox=[1195, 573, 1449, 699]
adjacent-text-line: kennis had gema bbox=[1497, 1876, 1555, 1887]
page-body bbox=[119, 208, 1449, 2189]
paragraph: beweegt, aan een ontevredenheid in uw karakter. bbox=[399, 208, 574, 218]
adjacent-text-line: rust en zoo o bbox=[1497, 602, 1542, 612]
paragraph: En van het laatste punt beroert, zegt Hellarunus Disp. de Controv. lib. IV cap. 8 „Scripturae totam salutem nostram tribuunt sanguini et morti corporali ipsius Christi et post mortem corporalem nullam ulteriorem poenam agnoscunt", d. w. z. de Schriften schrijven heel onze zaligheid toe aan het bloed en den lichamelijken dood van Christus, terwijl ze na Christus' lichamelijken dood verder geen melding maken van eenige straf. bbox=[657, 947, 911, 1028]
adjacent-text-line: voort kan ga bbox=[1497, 463, 1540, 473]
adjacent-text-line: Na het d. bbox=[1497, 1030, 1529, 1041]
paragraph: Maar één ding heeft toch de Dooper ook u te zeggen, en wel dit, dat de afzondering uit het leven een onvermijdelijke eisch blijft, om de gemeenschap met uw God in uw ziel te verdiepen, vaster te leggen, en rijker te ontwikkelen. Ook gij hebt behoefte aan kracht in de ziel. De wereld zu verslapt die kracht, en alleen de afzondering staalt die weer. bbox=[119, 1258, 373, 1326]
adjacent-text-line bbox=[1497, 312, 1596, 324]
adjacent-text-line: in die woorden, bbox=[1497, 1772, 1551, 1782]
